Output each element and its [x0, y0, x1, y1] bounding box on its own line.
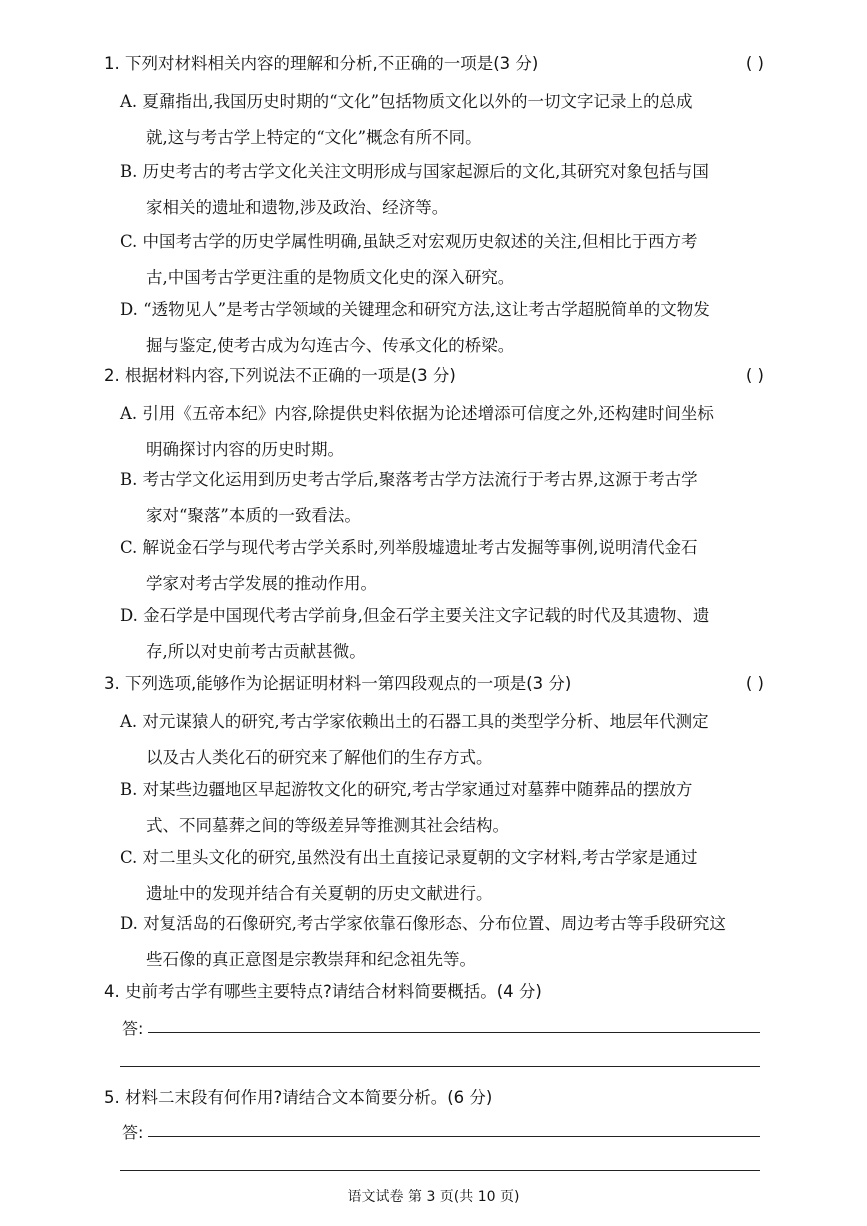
- question-1-option-d[interactable]: [120, 292, 762, 364]
- question-3-option-c[interactable]: [120, 840, 762, 912]
- option-line: D. “透物见人”是考古学领域的关键理念和研究方法,这让考古学超脱简单的文物发: [120, 300, 710, 319]
- question-2-option-c[interactable]: [120, 530, 762, 602]
- option-line: 明确探讨内容的历史时期。: [146, 440, 344, 459]
- question-1-answer-bracket[interactable]: ( ): [745, 54, 764, 73]
- question-4-text: 4. 史前考古学有哪些主要特点?请结合材料简要概括。(4 分): [104, 982, 542, 1001]
- question-5-answer-line-1[interactable]: [148, 1136, 760, 1137]
- option-line: B. 对某些边疆地区早起游牧文化的研究,考古学家通过对墓葬中随葬品的摆放方: [120, 780, 693, 799]
- option-line: C. 对二里头文化的研究,虽然没有出土直接记录夏朝的文字材料,考古学家是通过: [120, 848, 698, 867]
- question-2-option-d[interactable]: [120, 598, 762, 670]
- question-1-option-c[interactable]: [120, 224, 762, 296]
- option-line: A. 引用《五帝本纪》内容,除提供史料依据为论述增添可信度之外,还构建时间坐标: [120, 404, 714, 423]
- question-2-answer-bracket[interactable]: ( ): [745, 366, 764, 385]
- page-footer: 语文试卷 第 3 页(共 10 页): [347, 1189, 520, 1205]
- option-line: 就,这与考古学上特定的“文化”概念有所不同。: [146, 128, 482, 147]
- option-line: 遗址中的发现并结合有关夏朝的历史文献进行。: [146, 884, 493, 903]
- question-3-stem: [104, 672, 764, 696]
- option-line: 式、不同墓葬之间的等级差异等推测其社会结构。: [146, 816, 509, 835]
- option-line: 家对“聚落”本质的一致看法。: [146, 506, 361, 525]
- question-2-stem: [104, 364, 764, 388]
- question-3-option-d[interactable]: [120, 906, 762, 978]
- question-4-answer-line-1[interactable]: [148, 1032, 760, 1033]
- option-line: 家相关的遗址和遗物,涉及政治、经济等。: [146, 198, 449, 217]
- question-1-option-b[interactable]: [120, 154, 762, 226]
- question-4-answer-line-2[interactable]: [120, 1066, 760, 1067]
- option-line: C. 中国考古学的历史学属性明确,虽缺乏对宏观历史叙述的关注,但相比于西方考: [120, 232, 698, 251]
- option-line: D. 对复活岛的石像研究,考古学家依靠石像形态、分布位置、周边考古等手段研究这: [120, 914, 726, 933]
- option-line: A. 夏鼐指出,我国历史时期的“文化”包括物质文化以外的一切文字记录上的总成: [120, 92, 693, 111]
- question-3-answer-bracket[interactable]: ( ): [745, 674, 764, 693]
- option-line: 以及古人类化石的研究来了解他们的生存方式。: [146, 748, 493, 767]
- question-3-option-b[interactable]: [120, 772, 762, 844]
- question-1-text: 1. 下列对材料相关内容的理解和分析,不正确的一项是(3 分): [104, 54, 539, 73]
- question-4-answer-label: 答:: [122, 1019, 144, 1038]
- question-2-option-a[interactable]: [120, 396, 762, 468]
- question-2-text: 2. 根据材料内容,下列说法不正确的一项是(3 分): [104, 366, 456, 385]
- option-line: C. 解说金石学与现代考古学关系时,列举殷墟遗址考古发掘等事例,说明清代金石: [120, 538, 698, 557]
- question-2-option-b[interactable]: [120, 462, 762, 534]
- question-1-stem: [104, 52, 764, 76]
- question-5-answer-line-2[interactable]: [120, 1170, 760, 1171]
- option-line: D. 金石学是中国现代考古学前身,但金石学主要关注文字记载的时代及其遗物、遗: [120, 606, 710, 625]
- option-line: 学家对考古学发展的推动作用。: [146, 574, 377, 593]
- question-1-option-a[interactable]: [120, 84, 762, 156]
- option-line: 掘与鉴定,使考古成为勾连古今、传承文化的桥梁。: [146, 336, 515, 355]
- option-line: 古,中国考古学更注重的是物质文化史的深入研究。: [146, 268, 515, 287]
- question-5-stem: [104, 1086, 764, 1110]
- option-line: B. 历史考古的考古学文化关注文明形成与国家起源后的文化,其研究对象包括与国: [120, 162, 709, 181]
- question-5-answer-label: 答:: [122, 1123, 144, 1142]
- option-line: A. 对元谋猿人的研究,考古学家依赖出土的石器工具的类型学分析、地层年代测定: [120, 712, 709, 731]
- option-line: B. 考古学文化运用到历史考古学后,聚落考古学方法流行于考古界,这源于考古学: [120, 470, 698, 489]
- question-3-option-a[interactable]: [120, 704, 762, 776]
- option-line: 存,所以对史前考古贡献甚微。: [146, 642, 366, 661]
- question-3-text: 3. 下列选项,能够作为论据证明材料一第四段观点的一项是(3 分): [104, 674, 572, 693]
- option-line: 些石像的真正意图是宗教崇拜和纪念祖先等。: [146, 950, 476, 969]
- question-4-stem: [104, 980, 764, 1004]
- question-5-text: 5. 材料二末段有何作用?请结合文本简要分析。(6 分): [104, 1088, 493, 1107]
